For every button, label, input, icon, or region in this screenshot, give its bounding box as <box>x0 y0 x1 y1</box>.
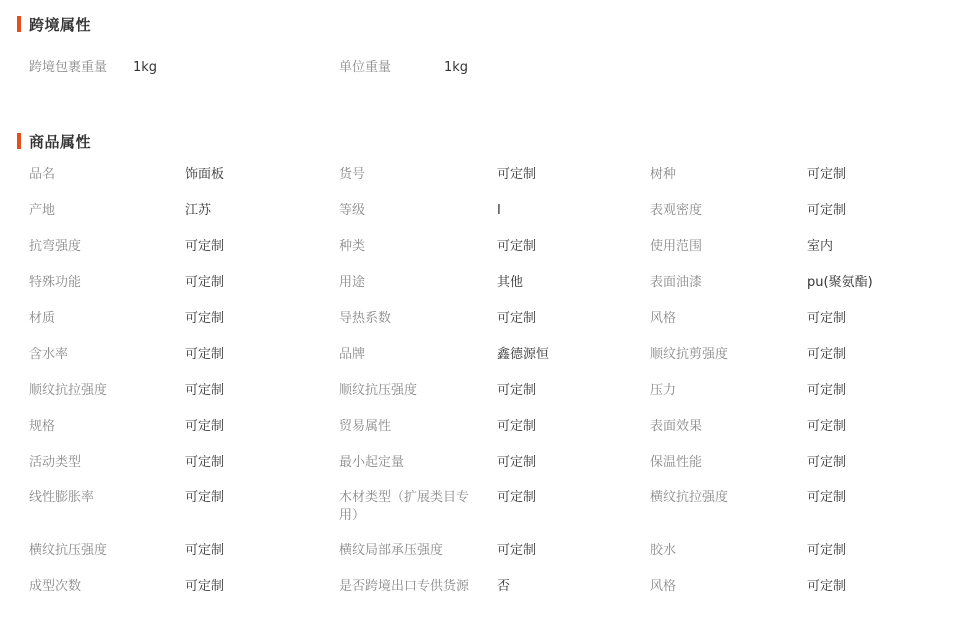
attr-value: 其他 <box>497 275 524 290</box>
attr-label: 抗弯强度 <box>29 239 82 254</box>
attr-value: 可定制 <box>185 543 225 558</box>
attr-label: 线性膨胀率 <box>29 490 95 505</box>
attr-value: 可定制 <box>807 167 847 182</box>
attr-label: 顺纹抗拉强度 <box>29 383 108 398</box>
attr-value: 可定制 <box>497 383 537 398</box>
attr-value: 可定制 <box>497 419 537 434</box>
attr-value: pu(聚氨酯) <box>807 275 873 290</box>
cross-border-heading <box>17 15 91 33</box>
attr-value: 否 <box>497 579 511 594</box>
attr-label: 品名 <box>29 167 56 182</box>
attr-label: 保温性能 <box>650 455 703 470</box>
attr-value: 可定制 <box>807 490 847 505</box>
attr-value: 江苏 <box>185 203 212 218</box>
attr-label: 活动类型 <box>29 455 82 470</box>
attr-value: 可定制 <box>185 455 225 470</box>
attr-label: 压力 <box>650 383 677 398</box>
attr-label: 顺纹抗压强度 <box>339 383 418 398</box>
attr-label: 表面油漆 <box>650 275 703 290</box>
attr-value: 可定制 <box>807 543 847 558</box>
attr-value: 可定制 <box>497 490 537 505</box>
attr-label: 使用范围 <box>650 239 703 254</box>
attr-value: 可定制 <box>497 167 537 182</box>
product-attributes-title: 商品属性 <box>29 132 92 151</box>
attr-label: 横纹抗压强度 <box>29 543 108 558</box>
attr-label: 顺纹抗剪强度 <box>650 347 729 362</box>
cross-border-title: 跨境属性 <box>29 15 92 34</box>
heading-accent-bar <box>17 16 21 32</box>
attr-label: 表面效果 <box>650 419 703 434</box>
attr-label: 风格 <box>650 579 677 594</box>
attr-label: 含水率 <box>29 347 69 362</box>
attr-value: 1kg <box>444 60 469 75</box>
attr-label: 是否跨境出口专供货源 <box>339 579 470 594</box>
attr-value: I <box>497 203 501 218</box>
attr-value: 可定制 <box>807 455 847 470</box>
attr-value: 可定制 <box>807 419 847 434</box>
attr-value: 可定制 <box>807 347 847 362</box>
attr-label: 导热系数 <box>339 311 392 326</box>
attr-label: 风格 <box>650 311 677 326</box>
attr-label: 材质 <box>29 311 56 326</box>
attr-label: 横纹抗拉强度 <box>650 490 729 505</box>
attr-label: 货号 <box>339 167 366 182</box>
attr-value: 可定制 <box>497 239 537 254</box>
attr-label: 表观密度 <box>650 203 703 218</box>
attr-value: 饰面板 <box>185 167 225 182</box>
attr-value: 可定制 <box>497 311 537 326</box>
attr-label: 胶水 <box>650 543 677 558</box>
attr-label: 产地 <box>29 203 56 218</box>
attr-label: 等级 <box>339 203 366 218</box>
attr-value: 可定制 <box>807 203 847 218</box>
attr-label: 最小起定量 <box>339 455 405 470</box>
attr-value: 可定制 <box>807 383 847 398</box>
attr-label: 贸易属性 <box>339 419 392 434</box>
attr-value: 可定制 <box>185 347 225 362</box>
attr-label: 单位重量 <box>339 60 392 75</box>
attr-value: 可定制 <box>807 311 847 326</box>
attr-value: 可定制 <box>497 455 537 470</box>
attr-value: 可定制 <box>185 275 225 290</box>
attr-label: 规格 <box>29 419 56 434</box>
attr-label: 木材类型（扩展类目专用） <box>339 490 470 523</box>
product-attributes-heading <box>17 132 91 150</box>
attr-value: 1kg <box>133 60 158 75</box>
attr-label: 成型次数 <box>29 579 82 594</box>
attr-label: 横纹局部承压强度 <box>339 543 444 558</box>
attr-value: 可定制 <box>185 579 225 594</box>
attr-value: 可定制 <box>185 311 225 326</box>
attr-value: 可定制 <box>185 383 225 398</box>
attr-value: 可定制 <box>185 490 225 505</box>
attr-value: 可定制 <box>185 419 225 434</box>
attr-value: 室内 <box>807 239 834 254</box>
heading-accent-bar <box>17 133 21 149</box>
attr-value: 可定制 <box>497 543 537 558</box>
attr-value: 可定制 <box>185 239 225 254</box>
attr-label: 树种 <box>650 167 677 182</box>
attr-label: 特殊功能 <box>29 275 82 290</box>
attr-label: 品牌 <box>339 347 366 362</box>
attr-label: 跨境包裹重量 <box>29 60 108 75</box>
attr-value: 可定制 <box>807 579 847 594</box>
attr-label: 用途 <box>339 275 366 290</box>
attr-label: 种类 <box>339 239 366 254</box>
attr-value: 鑫德源恒 <box>497 347 550 362</box>
